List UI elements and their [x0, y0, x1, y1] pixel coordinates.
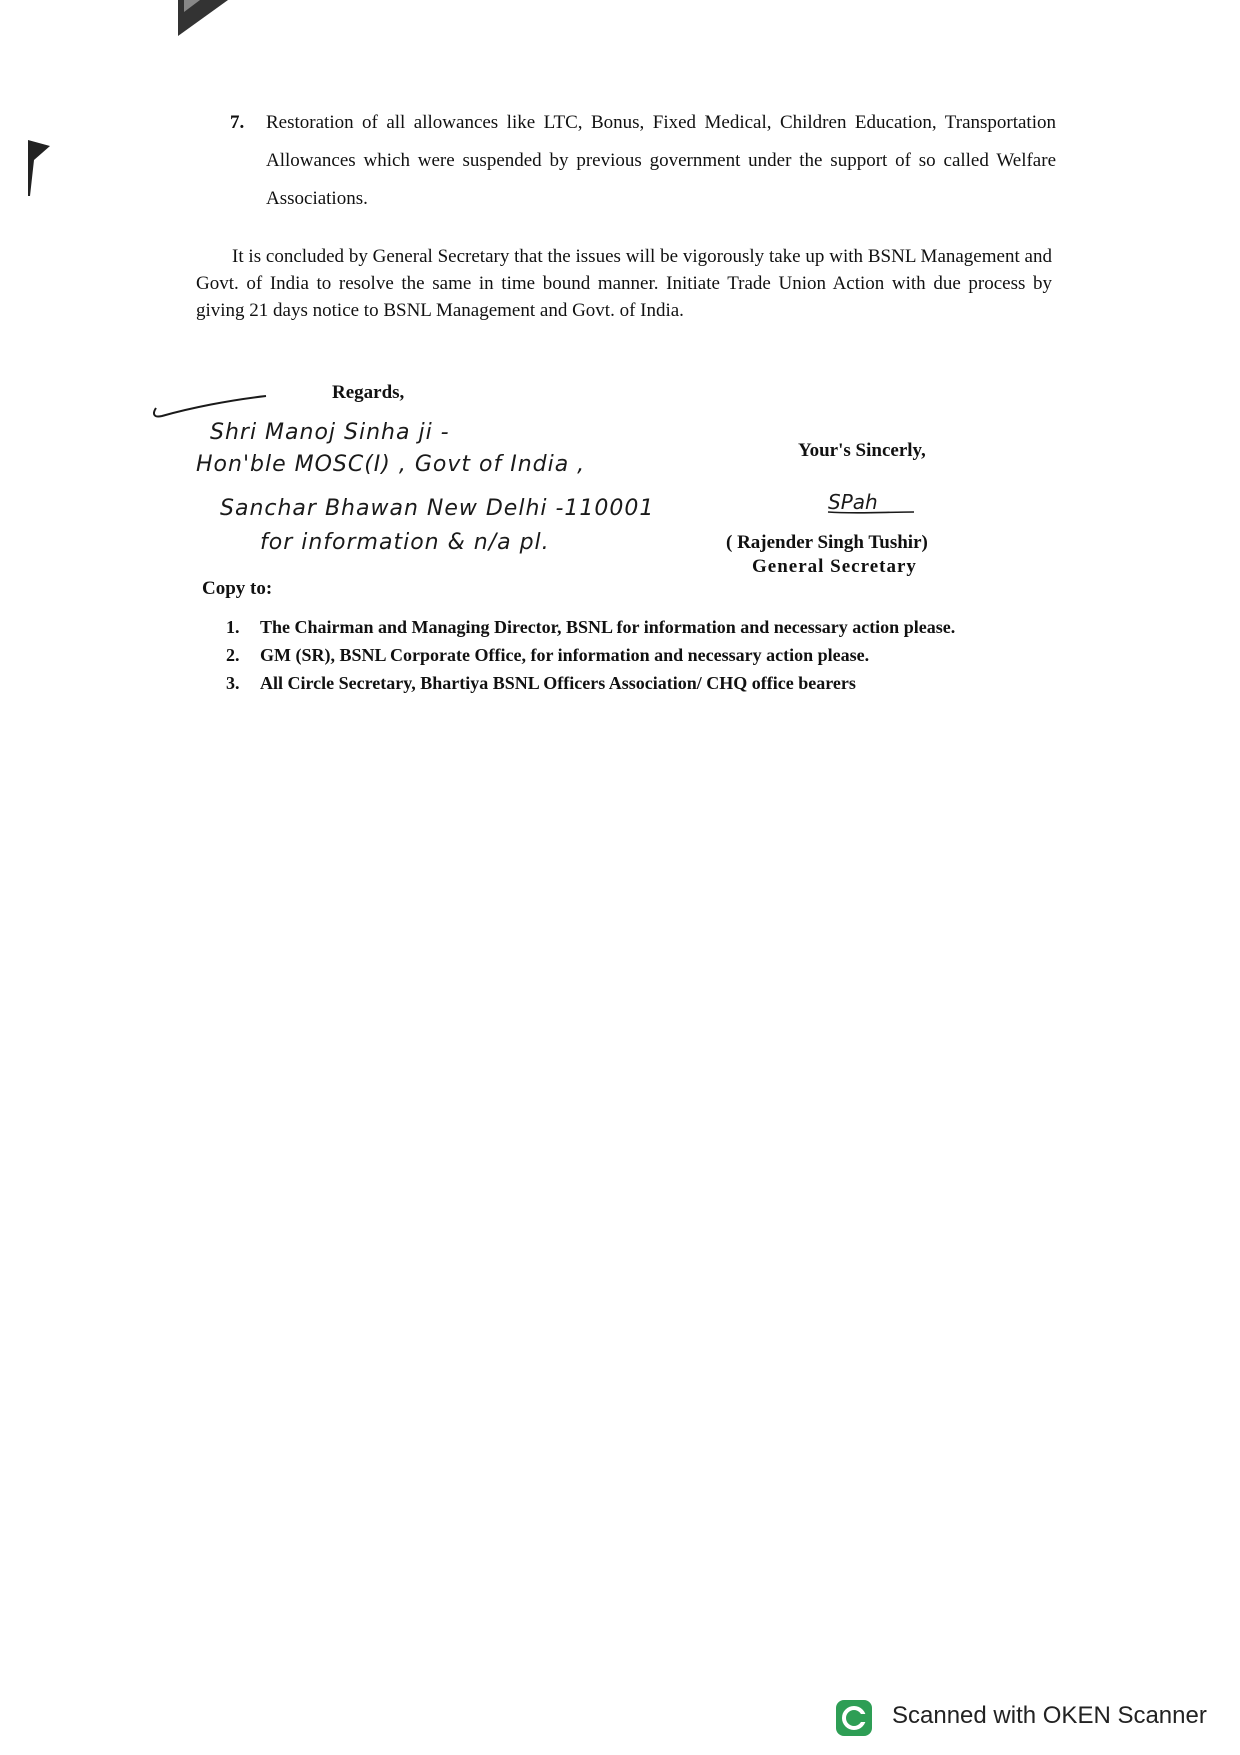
- item-text: GM (SR), BSNL Corporate Office, for information and necessary action please.: [260, 645, 870, 665]
- check-mark-icon: [150, 388, 270, 424]
- signatory-designation: General Secretary: [752, 556, 917, 577]
- item-number: 3.: [226, 673, 240, 693]
- regards-text: Regards,: [332, 382, 405, 403]
- item-text: All Circle Secretary, Bhartiya BSNL Officers Association/ CHQ office bearers: [260, 673, 856, 693]
- item-number: 2.: [226, 645, 240, 665]
- handwritten-line-2: Hon'ble MOSC(I) , Govt of India ,: [196, 452, 586, 477]
- item-text: The Chairman and Managing Director, BSNL for information and necessary action please.: [260, 617, 956, 637]
- scanner-text: Scanned with OKEN Scanner: [892, 1702, 1207, 1729]
- scanner-watermark: [836, 1696, 1226, 1740]
- list-item: [226, 642, 1006, 668]
- closing-text: Your's Sincerly,: [798, 440, 926, 461]
- item-text: Restoration of all allowances like LTC, Bonus, Fixed Medical, Children Education, Transportation Allowances which were suspended by previous government under the support of so called Welfare Associations.: [266, 112, 1056, 209]
- scan-edge-artifact: [28, 140, 50, 196]
- copy-to-list: [226, 614, 1006, 698]
- list-item: [226, 670, 1006, 696]
- conclusion-paragraph: It is concluded by General Secretary that the issues will be vigorously take up with BSNL Management and Govt. of India to resolve the same in time bound manner. Initiate Trade Union Action with due process by giving 21 days notice to BSNL Management and Govt. of India.: [196, 246, 1052, 321]
- copy-to-label: Copy to:: [202, 578, 273, 599]
- scanner-logo-icon: [836, 1700, 872, 1736]
- handwritten-line-3: Sanchar Bhawan New Delhi -110001: [220, 496, 655, 521]
- signatory-name: ( Rajender Singh Tushir): [726, 532, 928, 553]
- signature: SPah: [828, 490, 878, 514]
- signature-underline: [826, 488, 916, 520]
- handwritten-line-1: Shri Manoj Sinha ji -: [210, 420, 450, 445]
- item-number: 7.: [230, 112, 245, 133]
- item-number: 1.: [226, 617, 240, 637]
- scan-corner-artifact: [178, 0, 228, 36]
- list-item: [226, 614, 1006, 640]
- handwritten-line-4: for information & n/a pl.: [260, 530, 550, 555]
